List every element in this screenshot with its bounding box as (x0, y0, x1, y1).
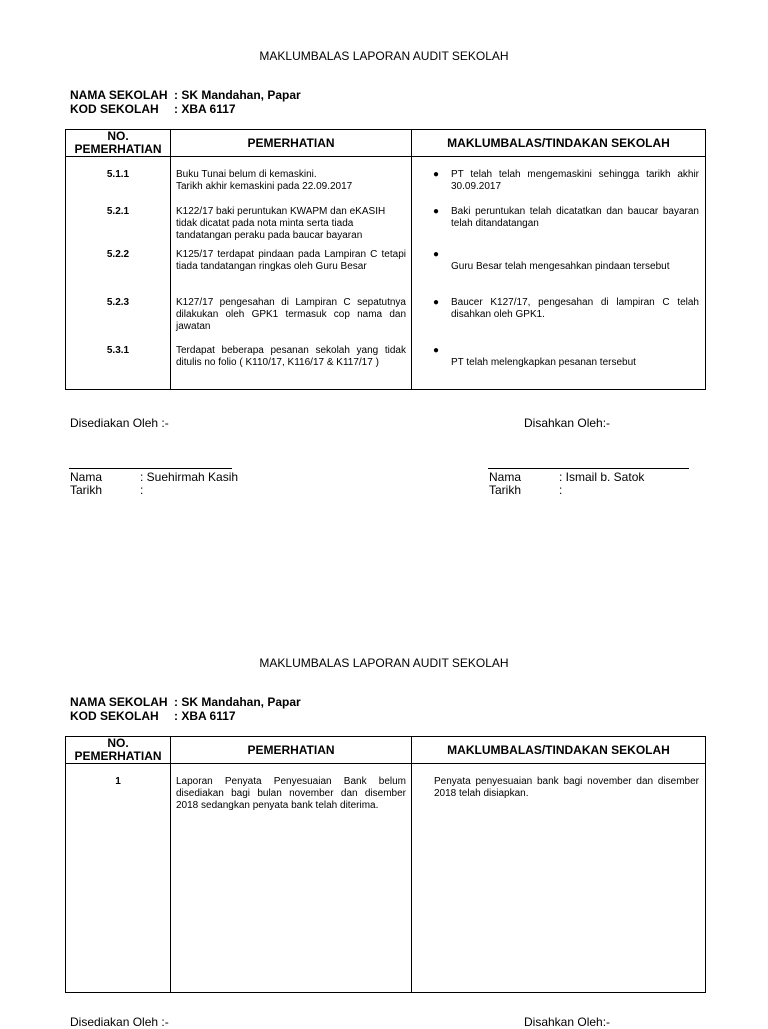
no-column (66, 764, 171, 993)
observation-text: K127/17 pengesahan di Lampiran C sepatutnya dilakukan oleh GPK1 termasuk cop nama dan jawatan (176, 297, 406, 332)
observation-text: K125/17 terdapat pindaan pada Lampiran C tetapi tiada tandatangan ringkas oleh Guru Besar (176, 249, 406, 272)
observation-text: K122/17 baki peruntukan KWAPM dan eKASIH tidak dicatat pada nota minta serta tiada tandatangan peraku pada baucar bayaran (176, 206, 386, 241)
row-no: 1 (115, 776, 121, 787)
row-no: 5.2.3 (106, 297, 130, 308)
table-row (66, 157, 706, 390)
row-no: 5.2.2 (106, 249, 130, 260)
bullet-icon: ● (433, 249, 440, 260)
approver-name: : Ismail b. Satok (559, 470, 645, 484)
response-item: ● PT telah melengkapkan pesanan tersebut (433, 345, 636, 368)
approved-by-label: Disahkan Oleh:- (524, 1015, 611, 1029)
school-code-value: : XBA 6117 (174, 102, 236, 116)
header-no: NO. PEMERHATIAN (66, 130, 171, 157)
school-name-value: : SK Mandahan, Papar (174, 88, 301, 102)
approver-date: : (559, 483, 563, 497)
table-header-row (66, 737, 706, 764)
date-label: Tarikh (489, 483, 522, 497)
name-label: Nama (489, 470, 522, 484)
header-observation: PEMERHATIAN (171, 130, 412, 157)
response-item: ● Baki peruntukan telah dicatatkan dan baucar bayaran telah ditandatangan (433, 206, 699, 229)
response-column (412, 764, 706, 993)
audit-table (65, 129, 706, 390)
response-item: ● PT telah telah mengemaskini sehingga tarikh akhir 30.09.2017 (433, 169, 699, 192)
preparer-date: : (140, 483, 144, 497)
approver-signature-line (488, 468, 689, 469)
bullet-icon: ● (433, 345, 440, 356)
school-name-label: NAMA SEKOLAH (70, 88, 168, 102)
observation-column (171, 157, 412, 390)
school-code-label: KOD SEKOLAH (70, 102, 159, 116)
preparer-details (70, 471, 238, 497)
school-info (70, 88, 301, 116)
prepared-by-label: Disediakan Oleh :- (70, 1015, 169, 1029)
prepared-by-label: Disediakan Oleh :- (70, 416, 169, 430)
approver-details (489, 471, 644, 497)
date-label: Tarikh (70, 483, 103, 497)
observation-text: Terdapat beberapa pesanan sekolah yang tidak ditulis no folio ( K110/17, K116/17 & K117/17 ) (176, 345, 406, 368)
observation-text: Buku Tunai belum di kemaskini. Tarikh akhir kemaskini pada 22.09.2017 (176, 169, 353, 192)
preparer-signature-line (69, 468, 232, 469)
table-row (66, 764, 706, 993)
observation-column (171, 764, 412, 993)
response-text: Penyata penyesuaian bank bagi november dan disember 2018 telah disiapkan. (434, 776, 699, 799)
school-info (70, 695, 301, 723)
school-name-value: : SK Mandahan, Papar (174, 695, 301, 709)
school-code-label: KOD SEKOLAH (70, 709, 159, 723)
observation-text: Laporan Penyata Penyesuaian Bank belum disediakan bagi bulan november dan disember 2018 sedangkan penyata bank telah diterima. (176, 776, 406, 811)
bullet-icon: ● (433, 206, 440, 217)
page-title: MAKLUMBALAS LAPORAN AUDIT SEKOLAH (259, 656, 509, 670)
bullet-icon: ● (433, 169, 440, 180)
header-response: MAKLUMBALAS/TINDAKAN SEKOLAH (412, 130, 706, 157)
approved-by-label: Disahkan Oleh:- (524, 416, 611, 430)
school-name-label: NAMA SEKOLAH (70, 695, 168, 709)
bullet-icon: ● (433, 297, 440, 308)
header-response: MAKLUMBALAS/TINDAKAN SEKOLAH (412, 737, 706, 764)
preparer-name: : Suehirmah Kasih (140, 470, 239, 484)
response-item: ● Baucer K127/17, pengesahan di lampiran C telah disahkan oleh GPK1. (433, 297, 699, 320)
school-code-value: : XBA 6117 (174, 709, 236, 723)
header-observation: PEMERHATIAN (171, 737, 412, 764)
no-column (66, 157, 171, 390)
response-item: ● Guru Besar telah mengesahkan pindaan tersebut (433, 249, 670, 272)
row-no: 5.2.1 (106, 206, 130, 217)
page-title: MAKLUMBALAS LAPORAN AUDIT SEKOLAH (259, 49, 509, 63)
row-no: 5.1.1 (106, 169, 130, 180)
response-column (412, 157, 706, 390)
audit-table (65, 736, 706, 993)
header-no: NO. PEMERHATIAN (66, 737, 171, 764)
table-header-row (66, 130, 706, 157)
row-no: 5.3.1 (106, 345, 130, 356)
name-label: Nama (70, 470, 103, 484)
